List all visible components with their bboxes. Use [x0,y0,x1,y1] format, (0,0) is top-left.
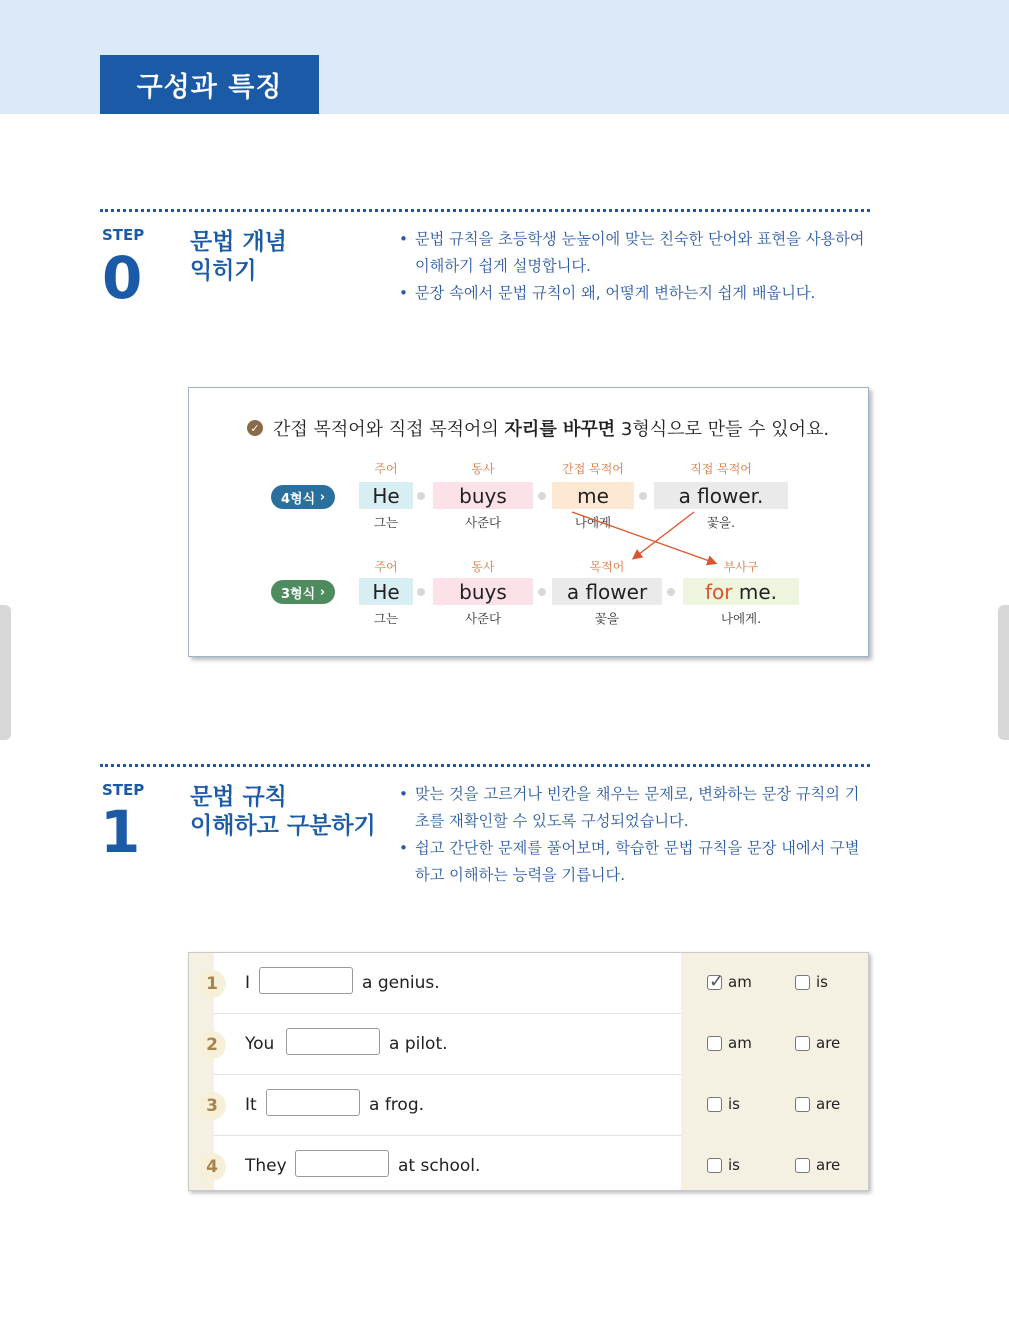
word-a-flower: a flower [552,578,662,605]
option-2[interactable]: are [795,1095,840,1113]
word-he: He [359,578,413,605]
option-1[interactable]: am [707,1034,752,1052]
word-buys: buys [433,578,533,605]
left-page-tab [0,605,11,740]
label-direct-object: 직접 목적어 [690,462,752,476]
answer-blank[interactable] [286,1028,380,1055]
step-title [190,783,376,841]
step-title-line1: 문법 개념 [190,229,287,255]
connector-dot [667,588,675,596]
bullet-item: • 쉽고 간단한 문제를 풀어보며, 학습한 문법 규칙을 문장 내에서 구별하고 이해하는 능력을 기릅니다. [397,835,872,889]
translation: 그는 [373,611,399,626]
page-title: 구성과 특징 [100,55,319,114]
step-title [190,228,287,286]
translation: 나에게. [720,611,762,626]
step-number: 0 [102,244,143,312]
sentence-start: You [245,1034,275,1054]
checkbox[interactable] [795,1036,810,1051]
label-verb: 동사 [471,560,495,574]
question-row [189,953,868,1014]
question-number: 3 [198,1092,226,1120]
question-row [189,1014,868,1075]
checkbox[interactable] [795,975,810,990]
option-1[interactable]: ✓ am [707,973,752,991]
label-subject: 주어 [374,560,398,574]
answer-blank[interactable] [295,1150,389,1177]
translation: 사준다 [464,515,502,530]
question-number: 2 [198,1031,226,1059]
translation: 그는 [373,515,399,530]
bullet-item: • 문장 속에서 문법 규칙이 왜, 어떻게 변하는지 쉽게 배웁니다. [397,280,872,307]
option-2[interactable]: is [795,973,828,991]
translation: 사준다 [464,611,502,626]
label-adverb-phrase: 부사구 [723,560,759,574]
question-row [189,1136,868,1197]
sentence-start: It [245,1095,257,1115]
label-verb: 동사 [471,462,495,476]
step-number: 1 [100,798,141,866]
step1-bullets [397,781,872,889]
pill-4form: 4형식 › [271,485,335,509]
checkbox[interactable] [795,1158,810,1173]
word-me: me [552,482,634,509]
option-1[interactable]: is [707,1156,740,1174]
section-divider [100,764,870,767]
question-number: 1 [198,970,226,998]
checkbox[interactable] [707,1036,722,1051]
step-title-line1: 문법 규칙 [190,784,287,810]
question-row [189,1075,868,1136]
translation: 꽃을 [594,611,620,626]
translation: 나에게 [574,515,612,530]
sentence-end: a frog. [369,1095,425,1115]
translation: 꽃을. [706,515,736,530]
check-icon: ✓ [247,420,263,436]
sentence-start: I [245,973,251,993]
sentence-end: a pilot. [389,1034,448,1054]
section-divider [100,209,870,212]
checkbox[interactable] [707,975,722,990]
right-page-tab [998,605,1009,740]
sentence-end: at school. [398,1156,481,1176]
bullet-item: • 문법 규칙을 초등학생 눈높이에 맞는 친숙한 단어와 표현을 사용하여 이해하기 쉽게 설명합니다. [397,226,872,280]
label-subject: 주어 [374,462,398,476]
question-number: 4 [198,1153,226,1181]
step-title-line2: 이해하고 구분하기 [190,812,376,839]
connector-dot [538,588,546,596]
step0-bullets [397,226,872,307]
label-object: 목적어 [589,560,625,574]
heading-text: 간접 목적어와 직접 목적어의 자리를 바꾸면 3형식으로 만들 수 있어요. [273,419,830,440]
sentence-end: a genius. [362,973,440,993]
option-2[interactable]: are [795,1156,840,1174]
option-1[interactable]: is [707,1095,740,1113]
step-label: STEP [102,226,145,244]
step-label: STEP [102,781,145,799]
option-2[interactable]: are [795,1034,840,1052]
connector-dot [417,588,425,596]
exercise-box [188,952,869,1191]
word-a-flower: a flower. [654,482,788,509]
answer-blank[interactable] [259,967,353,994]
label-indirect-object: 간접 목적어 [562,462,624,476]
example-box [188,387,869,657]
word-he: He [359,482,413,509]
answer-blank[interactable] [266,1089,360,1116]
word-buys: buys [433,482,533,509]
step-title-line2: 익히기 [190,257,257,284]
pill-3form: 3형식 › [271,580,335,604]
checkbox[interactable] [707,1097,722,1112]
bullet-item: • 맞는 것을 고르거나 빈칸을 채우는 문제로, 변화하는 문장 규칙의 기초를 재확인할 수 있도록 구성되었습니다. [397,781,872,835]
sentence-start: They [245,1156,287,1176]
word-for-me: for me. [683,578,799,605]
checkbox[interactable] [795,1097,810,1112]
checkbox[interactable] [707,1158,722,1173]
